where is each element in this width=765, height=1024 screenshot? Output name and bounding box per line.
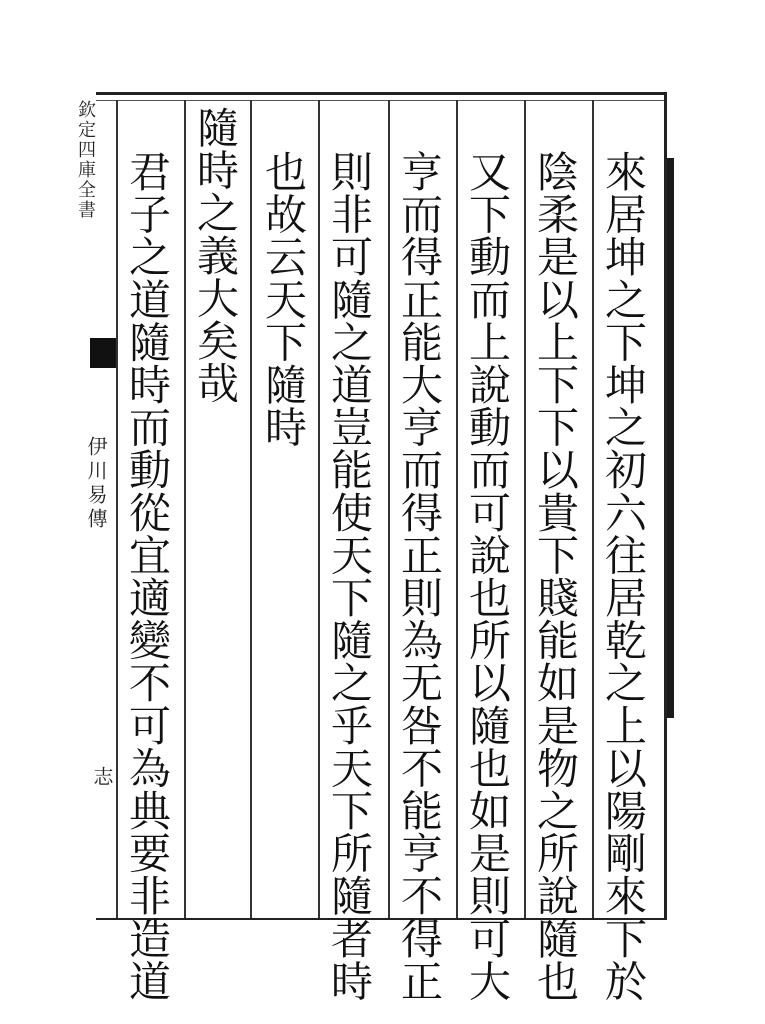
text-column-2: 陰柔是以上下下以貴下賤能如是物之所說隨也: [531, 150, 580, 1002]
column-rule: [116, 100, 118, 918]
column-rule: [388, 100, 390, 918]
text-column-1: 來居坤之下坤之初六往居乾之上以陽剛來下於: [599, 150, 648, 1002]
text-column-6: 也故云天下隨時: [259, 150, 308, 449]
folio-mark: 志: [90, 766, 114, 786]
binding-edge: [667, 158, 674, 718]
column-rule: [456, 100, 458, 918]
text-column-7: 隨時之義大矣哉: [191, 106, 240, 405]
frame-top-border: [96, 92, 666, 95]
column-rule: [592, 100, 594, 918]
banner-header: 欽定四庫全書: [75, 100, 96, 220]
fishtail-mark: [90, 338, 116, 368]
frame-bottom-border: [96, 918, 666, 920]
column-rule: [184, 100, 186, 918]
column-rule: [524, 100, 526, 918]
text-column-8: 君子之道隨時而動從宜適變不可為典要非造道: [123, 150, 172, 1002]
column-rule: [318, 100, 320, 918]
book-title: 伊川易傳: [84, 436, 108, 532]
frame-inner-top-border: [96, 100, 666, 101]
text-column-3: 又下動而上說動而可說也所以隨也如是則可大: [463, 150, 512, 1002]
text-column-5: 則非可隨之道豈能使天下隨之乎天下所隨者時: [325, 150, 374, 1002]
column-rule: [250, 100, 252, 918]
text-column-4: 亨而得正能大亨而得正則為无咎不能亨不得正: [395, 150, 444, 1002]
